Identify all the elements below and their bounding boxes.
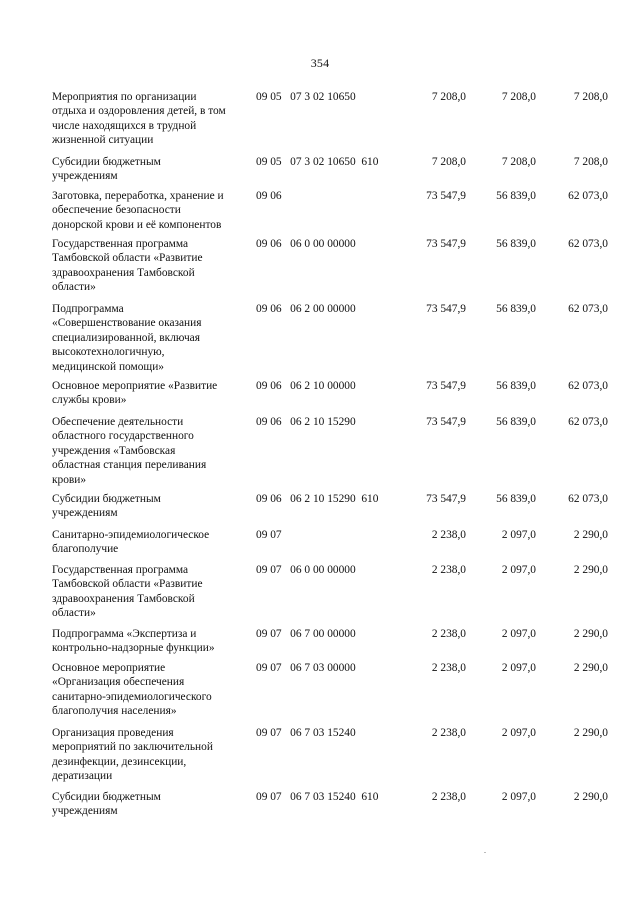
- row-value-3: 62 073,0: [568, 416, 608, 428]
- row-value-1: 2 238,0: [431, 628, 466, 640]
- row-value-1: 73 547,9: [426, 303, 466, 315]
- row-name-line: числе находящихся в трудной: [52, 119, 197, 132]
- row-value-3: 2 290,0: [573, 727, 608, 739]
- row-value-2: 56 839,0: [496, 416, 536, 428]
- row-name-line: Тамбовской области «Развитие: [52, 578, 203, 591]
- row-value-1: 2 238,0: [431, 791, 466, 803]
- row-name-line: санитарно-эпидемиологического: [52, 690, 212, 703]
- row-name-line: учреждениям: [52, 805, 118, 818]
- page-number: 354: [310, 56, 330, 70]
- row-name-line: благополучие: [52, 543, 119, 556]
- row-value-3: 62 073,0: [568, 493, 608, 505]
- row-name-line: Тамбовской области «Развитие: [52, 252, 203, 265]
- row-code: 09 06 06 0 00 00000: [256, 238, 356, 250]
- row-code: 09 07 06 7 00 00000: [256, 628, 356, 640]
- row-code: 09 06 06 2 10 00000: [256, 380, 356, 392]
- row-code: 09 07 06 0 00 00000: [256, 564, 356, 576]
- row-value-3: 62 073,0: [568, 190, 608, 202]
- row-name-line: Основное мероприятие: [52, 662, 166, 674]
- row-value-2: 2 097,0: [501, 628, 536, 640]
- row-name-line: дезинфекции, дезинсекции,: [52, 755, 187, 768]
- row-value-1: 2 238,0: [431, 564, 466, 576]
- row-name-line: мероприятий по заключительной: [52, 741, 213, 754]
- row-code: 09 07 06 7 03 15240 610: [256, 791, 379, 803]
- row-name-line: Субсидии бюджетным: [52, 791, 161, 803]
- row-name-line: жизненной ситуации: [52, 134, 154, 147]
- row-name-line: Санитарно-эпидемиологическое: [52, 529, 210, 541]
- row-name: [52, 563, 252, 621]
- row-name: [52, 90, 252, 148]
- row-value-3: 2 290,0: [573, 662, 608, 674]
- row-value-2: 2 097,0: [501, 727, 536, 739]
- row-name: [52, 189, 252, 232]
- row-value-1: 2 238,0: [431, 529, 466, 541]
- row-name-line: специализированной, включая: [52, 331, 200, 344]
- row-code: 09 06: [256, 190, 282, 202]
- row-name-line: службы крови»: [52, 394, 127, 407]
- row-value-3: 62 073,0: [568, 238, 608, 250]
- row-name-line: дератизации: [52, 770, 113, 783]
- row-value-2: 56 839,0: [496, 380, 536, 392]
- row-name-line: контрольно-надзорные функции»: [52, 642, 215, 655]
- row-name: [52, 237, 252, 295]
- row-name: [52, 528, 252, 557]
- row-value-1: 7 208,0: [431, 91, 466, 103]
- row-name-line: благополучия населения»: [52, 705, 177, 718]
- row-name: [52, 155, 252, 184]
- row-name-line: областного государственного: [52, 430, 194, 443]
- row-name-line: Мероприятия по организации: [52, 91, 197, 103]
- row-name: [52, 302, 252, 374]
- row-name-line: Подпрограмма «Экспертиза и: [52, 628, 197, 640]
- row-name-line: Субсидии бюджетным: [52, 156, 161, 168]
- row-value-2: 56 839,0: [496, 238, 536, 250]
- row-name-line: Организация проведения: [52, 727, 174, 739]
- row-name-line: областная станция переливания: [52, 459, 207, 472]
- row-name-line: учреждения «Тамбовская: [52, 444, 176, 457]
- row-value-1: 2 238,0: [431, 662, 466, 674]
- row-value-3: 2 290,0: [573, 529, 608, 541]
- row-value-2: 2 097,0: [501, 662, 536, 674]
- row-name-line: Заготовка, переработка, хранение и: [52, 190, 224, 202]
- row-code: 09 05 07 3 02 10650: [256, 91, 356, 103]
- row-name-line: Государственная программа: [52, 564, 189, 576]
- row-value-3: 62 073,0: [568, 303, 608, 315]
- row-value-2: 56 839,0: [496, 303, 536, 315]
- row-value-3: 7 208,0: [573, 91, 608, 103]
- row-value-2: 2 097,0: [501, 791, 536, 803]
- row-name-line: здравоохранения Тамбовской: [52, 592, 195, 605]
- row-name-line: высокотехнологичную,: [52, 346, 165, 359]
- row-name-line: «Организация обеспечения: [52, 676, 185, 689]
- scan-speck: [484, 852, 486, 853]
- row-name: [52, 627, 252, 656]
- row-value-1: 73 547,9: [426, 238, 466, 250]
- row-name: [52, 492, 252, 521]
- row-value-1: 73 547,9: [426, 380, 466, 392]
- row-code: 09 06 06 2 00 00000: [256, 303, 356, 315]
- row-name: [52, 790, 252, 819]
- row-value-3: 62 073,0: [568, 380, 608, 392]
- row-code: 09 06 06 2 10 15290 610: [256, 493, 379, 505]
- row-name-line: Подпрограмма: [52, 303, 124, 315]
- row-name-line: здравоохранения Тамбовской: [52, 266, 195, 279]
- row-code: 09 06 06 2 10 15290: [256, 416, 356, 428]
- row-value-3: 7 208,0: [573, 156, 608, 168]
- row-value-1: 73 547,9: [426, 416, 466, 428]
- row-name-line: Обеспечение деятельности: [52, 416, 184, 428]
- row-code: 09 07: [256, 529, 282, 541]
- row-value-3: 2 290,0: [573, 628, 608, 640]
- row-name: [52, 415, 252, 487]
- row-value-1: 2 238,0: [431, 727, 466, 739]
- row-value-2: 56 839,0: [496, 493, 536, 505]
- row-name: [52, 726, 252, 784]
- row-name: [52, 661, 252, 719]
- row-name-line: учреждениям: [52, 507, 118, 520]
- row-name-line: медицинской помощи»: [52, 360, 164, 373]
- row-value-2: 7 208,0: [501, 156, 536, 168]
- row-value-1: 73 547,9: [426, 190, 466, 202]
- row-value-1: 73 547,9: [426, 493, 466, 505]
- row-value-3: 2 290,0: [573, 791, 608, 803]
- row-name-line: Государственная программа: [52, 238, 189, 250]
- row-name-line: обеспечение безопасности: [52, 204, 181, 217]
- row-name: [52, 379, 252, 408]
- row-value-2: 2 097,0: [501, 564, 536, 576]
- row-name-line: учреждениям: [52, 170, 118, 183]
- row-name-line: Основное мероприятие «Развитие: [52, 380, 218, 392]
- row-name-line: «Совершенствование оказания: [52, 317, 202, 330]
- row-value-2: 7 208,0: [501, 91, 536, 103]
- row-name-line: области»: [52, 281, 96, 294]
- row-name-line: области»: [52, 607, 96, 620]
- row-code: 09 05 07 3 02 10650 610: [256, 156, 379, 168]
- row-name-line: отдыха и оздоровления детей, в том: [52, 105, 226, 118]
- row-name-line: Субсидии бюджетным: [52, 493, 161, 505]
- row-value-2: 56 839,0: [496, 190, 536, 202]
- row-code: 09 07 06 7 03 00000: [256, 662, 356, 674]
- row-value-1: 7 208,0: [431, 156, 466, 168]
- row-value-3: 2 290,0: [573, 564, 608, 576]
- row-name-line: крови»: [52, 473, 87, 486]
- row-code: 09 07 06 7 03 15240: [256, 727, 356, 739]
- row-name-line: донорской крови и её компонентов: [52, 218, 222, 231]
- row-value-2: 2 097,0: [501, 529, 536, 541]
